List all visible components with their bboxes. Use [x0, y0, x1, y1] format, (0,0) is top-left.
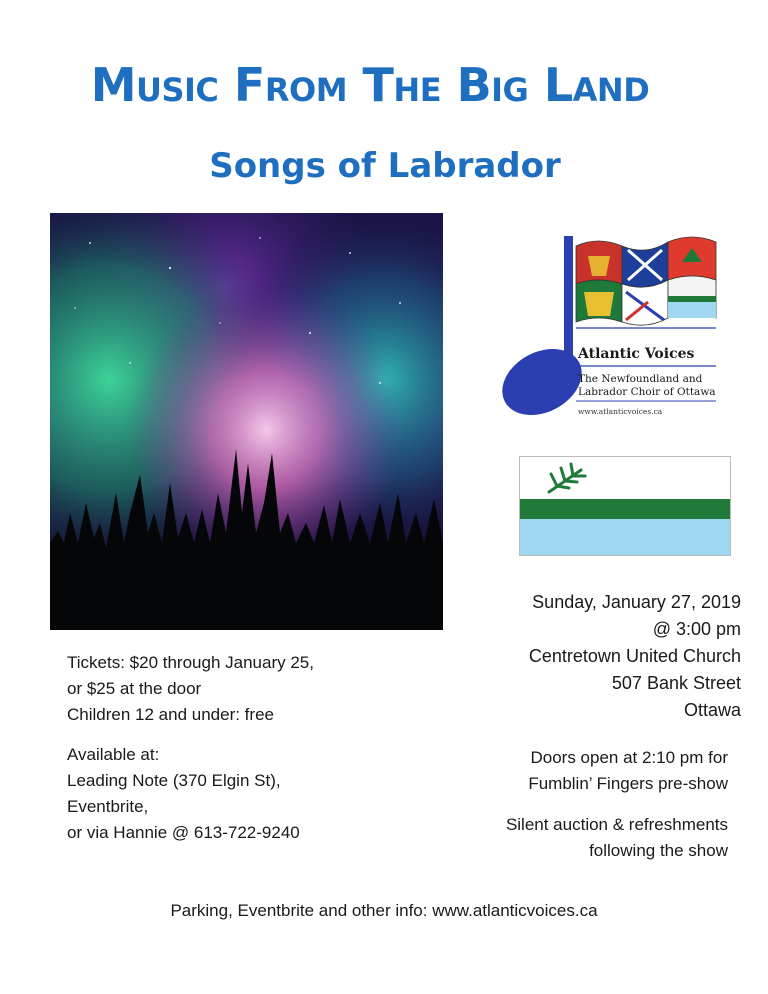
logo-line1: The Newfoundland and	[578, 373, 703, 385]
doors-info	[528, 745, 728, 797]
logo-url: www.atlanticvoices.ca	[578, 407, 663, 416]
ticket-line: or $25 at the door	[67, 679, 202, 698]
event-venue: Centretown United Church	[528, 646, 741, 666]
aurora-photo	[50, 213, 443, 630]
ticket-line: Tickets: $20 through January 25,	[67, 653, 314, 672]
footer-info: Parking, Eventbrite and other info: www.atlanticvoices.ca	[170, 901, 598, 920]
outlet-item: or via Hannie @ 613-722-9240	[67, 823, 300, 842]
ticket-line: Children 12 and under: free	[67, 705, 274, 724]
event-subtitle: Songs of Labrador	[209, 146, 561, 186]
music-note-logo	[498, 232, 722, 432]
outlets-heading: Available at:	[67, 745, 160, 764]
ticket-info	[67, 650, 314, 728]
logo-line2: Labrador Choir of Ottawa	[578, 386, 716, 398]
auction-line: following the show	[589, 841, 728, 860]
event-details	[529, 589, 741, 724]
event-date: Sunday, January 27, 2019	[532, 592, 741, 612]
event-city: Ottawa	[683, 700, 741, 720]
logo-name: Atlantic Voices	[578, 346, 695, 362]
labrador-flag	[519, 456, 731, 556]
outlet-item: Leading Note (370 Elgin St),	[67, 771, 281, 790]
ticket-outlets	[67, 742, 300, 846]
outlet-item: Eventbrite,	[67, 797, 149, 816]
doors-line: Doors open at 2:10 pm for	[530, 748, 728, 767]
event-time: @ 3:00 pm	[652, 619, 741, 639]
doors-line: Fumblin’ Fingers pre-show	[528, 774, 728, 793]
event-street: 507 Bank Street	[611, 673, 741, 693]
event-title: Music From The Big Land	[90, 58, 650, 112]
auction-line: Silent auction & refreshments	[505, 815, 728, 834]
auction-info	[506, 812, 728, 864]
